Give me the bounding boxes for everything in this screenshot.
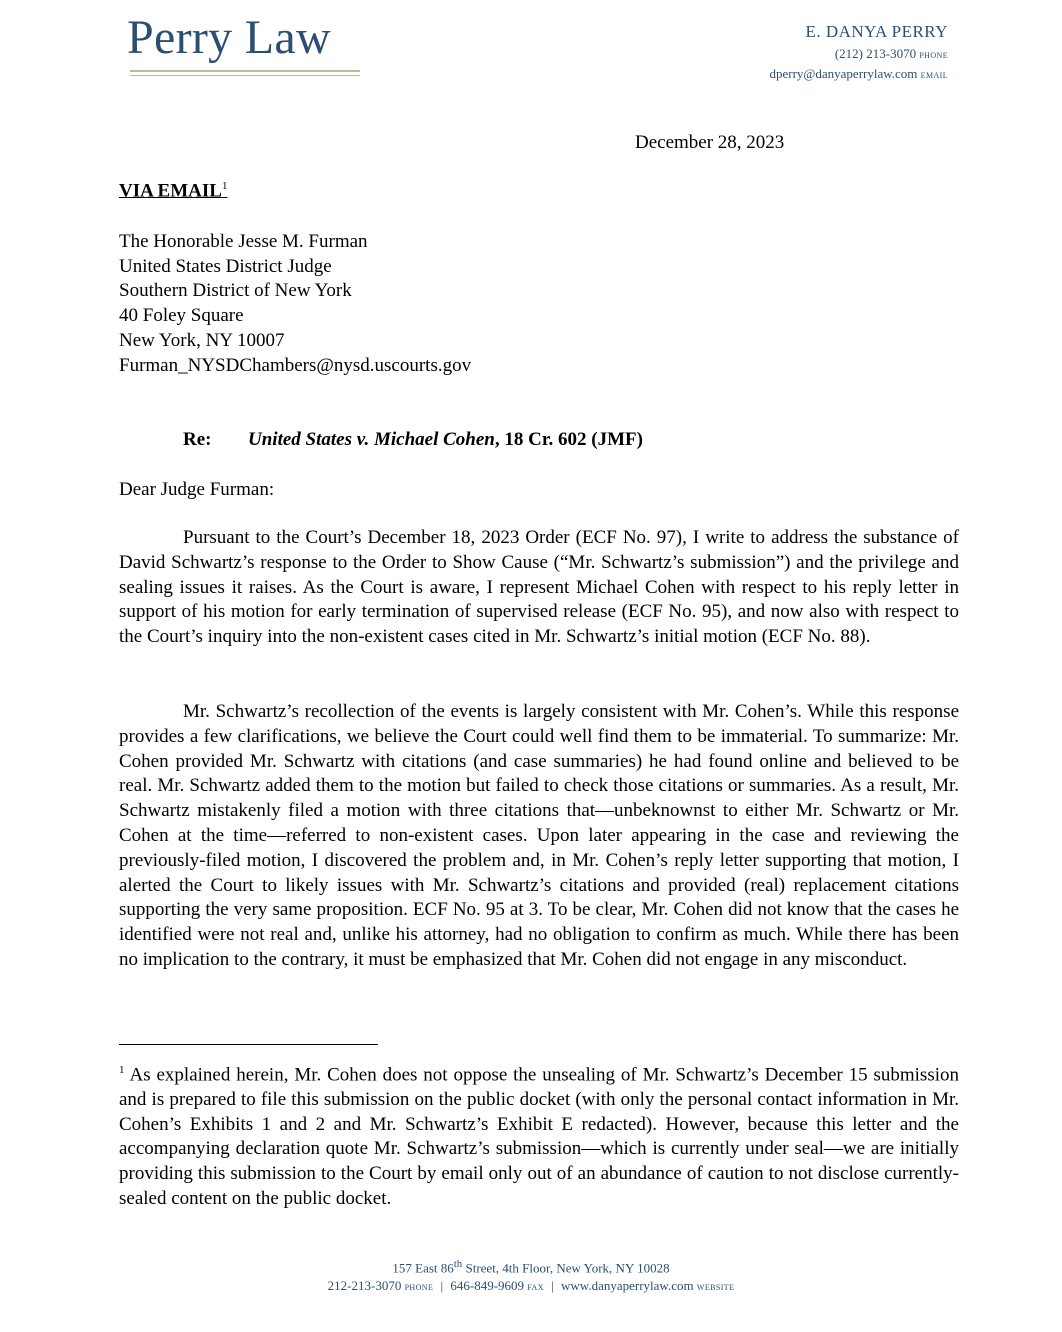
footer-separator: | xyxy=(551,1278,554,1293)
address-line: 40 Foley Square xyxy=(119,305,244,327)
footer-fax-tag: FAX xyxy=(527,1283,544,1292)
footer-phone-tag: PHONE xyxy=(404,1283,434,1292)
address-line: The Honorable Jesse M. Furman xyxy=(119,231,368,252)
footnote-divider xyxy=(119,1044,378,1045)
letter-date: December 28, 2023 xyxy=(635,132,785,153)
phone-number: (212) 213-3070 xyxy=(834,46,917,61)
footnote xyxy=(119,1058,959,1212)
re-label: Re: xyxy=(183,429,212,450)
footer-separator: | xyxy=(440,1278,444,1293)
recipient-address xyxy=(119,230,471,378)
case-name: United States v. Michael Cohen xyxy=(248,429,495,450)
contact-email xyxy=(769,66,948,82)
footer-website[interactable]: www.danyaperrylaw.com xyxy=(561,1278,694,1293)
body-paragraph: Pursuant to the Court’s December 18, 2023 Order (ECF No. 97), I write to address the substance of David Schwartz’s response to the Order to Show Cause (“Mr. Schwartz’s submission”) and the privilege and sealing issues it raises. As the Court is aware, I represent Michael Cohen with respect to his reply letter in support of his motion for early termination of supervised release (ECF No. 95), and now also with respect to the Court’s inquiry into the non-existent cases cited in Mr. Schwartz’s initial motion (ECF No. 88). xyxy=(119,527,959,648)
via-label: VIA EMAIL xyxy=(119,180,222,202)
footer-street-number: 157 East 86 xyxy=(392,1260,454,1276)
footer-street-suffix: th xyxy=(453,1258,463,1270)
re-line xyxy=(183,429,643,451)
footer-phone: 212-213-3070 xyxy=(327,1278,402,1293)
logo-underline xyxy=(130,70,360,72)
address-line: New York, NY 10007 xyxy=(119,329,285,351)
body-paragraph: Mr. Schwartz’s recollection of the events is largely consistent with Mr. Cohen’s. While this response provides a few clarifications, we believe the Court could well find them to be immaterial. To summarize: Mr. Cohen provided Mr. Schwartz with citations (and case summaries) he had found online and believed to be real. Mr. Schwartz added them to the motion but failed to check those citations or summaries. As a result, Mr. Schwartz mistakenly filed a motion with three citations that—unbeknownst to either Mr. Schwartz or Mr. Cohen at the time—referred to non-existent cases. Upon later appearing in the case and reviewing the previously-filed motion, I discovered the problem and, in Mr. Cohen’s reply letter supporting that motion, I alerted the Court to likely issues with Mr. Schwartz’s citations and provided (real) replacement citations supporting the very same proposition. ECF No. 95 at 3. To be clear, Mr. Cohen did not know that the cases he identified were not real and, unlike his attorney, had no obligation to confirm as much. While there has been no implication to the contrary, it must be emphasized that Mr. Cohen did not engage in any misconduct. xyxy=(119,701,959,970)
footnote-text: As explained herein, Mr. Cohen does not oppose the unsealing of Mr. Schwartz’s December 15 submission and is prepared to file this submission on the public docket (with only the personal contact information in Mr. Cohen’s Exhibits 1 and 2 and Mr. Schwartz’s Exhibit E redacted). However, because this letter and the accompanying declaration quote Mr. Schwartz’s submission—which is currently under seal—we are initially providing this submission to the Court by email only out of an abundance of caution to not disclose currently-sealed content on the public docket. xyxy=(119,1064,959,1209)
email-address[interactable]: dperry@danyaperrylaw.com xyxy=(769,66,918,81)
firm-logo: Perry Law xyxy=(127,11,331,64)
footer-website-tag: WEBSITE xyxy=(696,1283,735,1292)
footnote-reference[interactable]: 1 xyxy=(221,180,228,192)
letterhead-contact xyxy=(769,22,948,82)
footnote-mark: 1 xyxy=(119,1064,125,1076)
address-line: United States District Judge xyxy=(119,255,332,277)
footer-contact xyxy=(0,1278,1062,1294)
address-email[interactable]: Furman_NYSDChambers@nysd.uscourts.gov xyxy=(119,354,472,376)
phone-tag: PHONE xyxy=(919,51,948,60)
salutation: Dear Judge Furman: xyxy=(119,479,275,500)
case-number: , 18 Cr. 602 (JMF) xyxy=(494,429,643,450)
address-line: Southern District of New York xyxy=(119,280,352,302)
footer-fax: 646-849-9609 xyxy=(450,1278,525,1293)
via-email-heading xyxy=(119,180,227,202)
email-tag: EMAIL xyxy=(920,71,948,80)
contact-phone xyxy=(769,46,948,62)
footer-address xyxy=(0,1258,1062,1276)
footer-street-rest: Street, 4th Floor, New York, NY 10028 xyxy=(462,1260,670,1276)
logo-underline-thin xyxy=(130,75,360,76)
attorney-name: E. DANYA PERRY xyxy=(805,22,948,41)
